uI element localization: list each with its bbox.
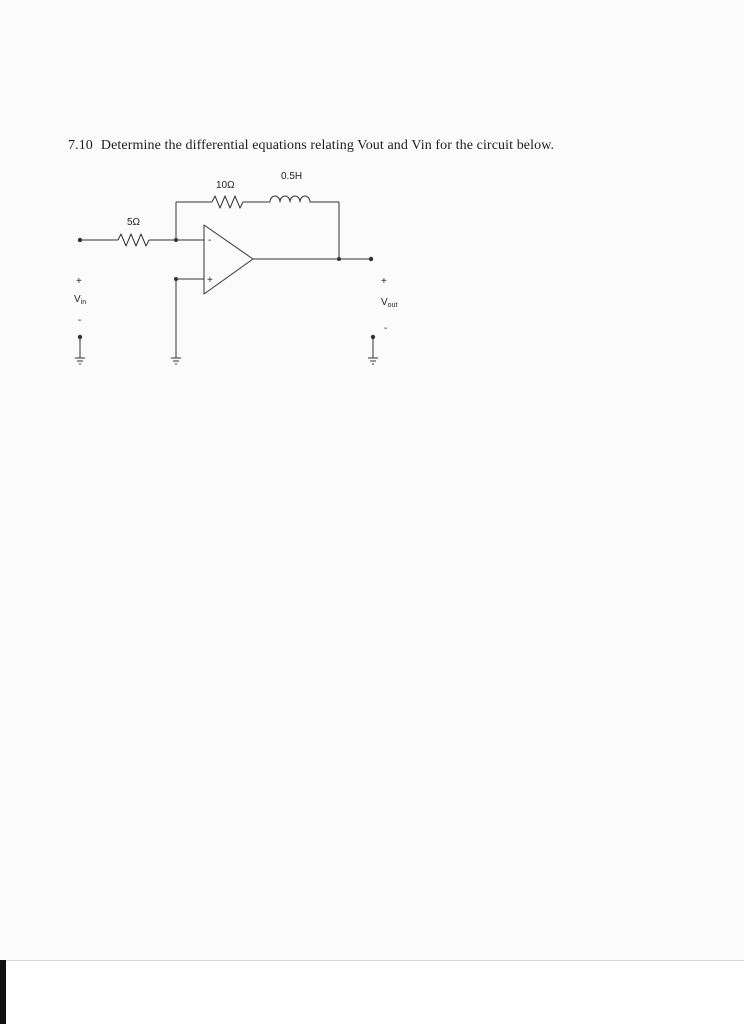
problem-number: 7.10 <box>68 138 93 153</box>
vout-plus-sign: + <box>381 276 387 287</box>
vout-minus-sign: - <box>384 323 388 334</box>
inductor-label: 0.5H <box>281 171 303 182</box>
node-output <box>337 257 341 261</box>
vin-minus-sign: - <box>78 315 82 326</box>
vin-label: $V_{in}$ <box>74 294 87 306</box>
input-resistor <box>118 234 149 246</box>
node-inverting <box>174 238 178 242</box>
vout-bottom-terminal <box>371 335 375 339</box>
vin-plus-sign: + <box>76 276 82 287</box>
input-resistor-label: 5Ω <box>127 217 141 228</box>
vin-bottom-terminal <box>78 335 82 339</box>
problem-text: Determine the differential equations relating Vout and Vin for the circuit below. <box>100 138 555 153</box>
feedback-resistor-label: 10Ω <box>216 180 235 191</box>
ground-symbol-center <box>171 358 181 364</box>
scanner-bottom-edge <box>0 960 744 1025</box>
junction-dots <box>78 238 375 339</box>
vin-top-terminal <box>78 238 82 242</box>
ground-symbol-vin <box>75 358 85 364</box>
ground-symbol-vout <box>368 358 378 364</box>
vout-label: $V_{out}$ <box>381 297 398 309</box>
scanner-edge-bar <box>0 960 6 1024</box>
opamp-minus-sign: - <box>208 235 212 246</box>
feedback-inductor <box>270 196 310 202</box>
opamp-plus-sign: + <box>207 275 213 286</box>
feedback-resistor <box>212 196 243 208</box>
node-noninverting <box>174 277 178 281</box>
vout-top-terminal <box>369 257 373 261</box>
